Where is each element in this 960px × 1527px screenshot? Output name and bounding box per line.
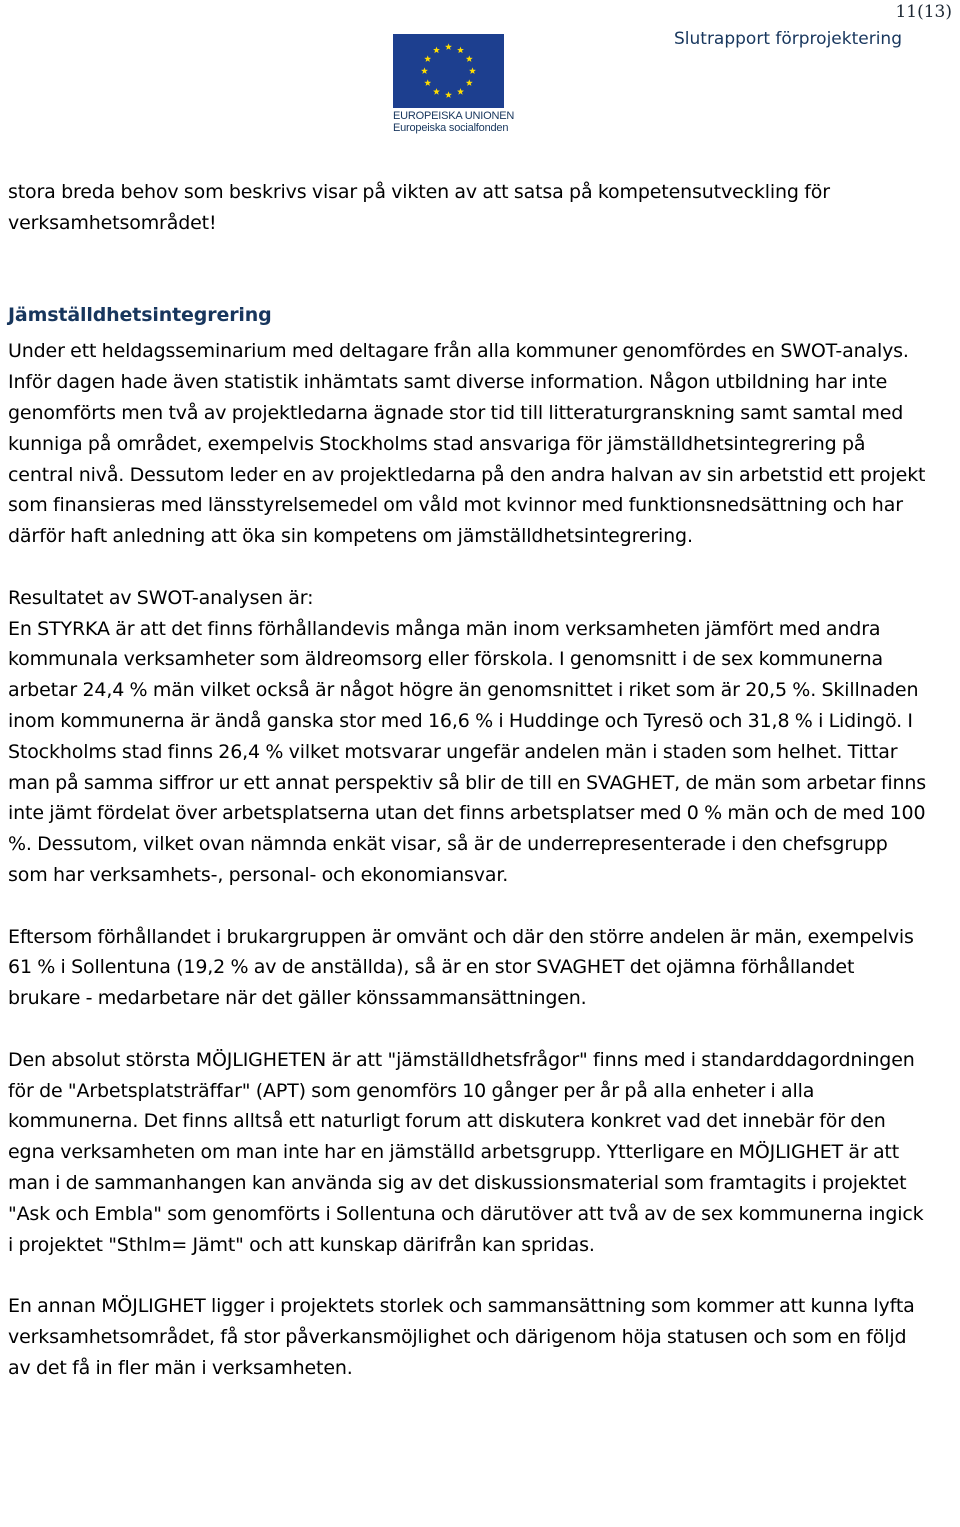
- eu-logo: [393, 34, 515, 134]
- paragraph-weakness: Eftersom förhållandet i brukargruppen är omvänt och där den större andelen är män, exempelvis 61 % i Sollentuna (19,2 % av de anställda), så är en stor SVAGHET det ojämna förhållandet brukare - medarbetare när det gäller könssammansättningen.: [8, 925, 914, 1010]
- paragraph-seminar: Under ett heldagsseminarium med deltagare från alla kommuner genomfördes en SWOT-analys. Inför dagen hade även statistik inhämtats samt diverse information. Någon utbildning har inte genomförts men två av projektledarna ägnade stor tid till litteraturgranskning samt samtal med kunniga på området, exempelvis Stockholms stad ansvariga för jämställdhetsintegrering på central nivå. Dessutom leder en av projektledarna på den andra halvan av sin arbetstid ett projekt som finansieras med länsstyrelsemedel om våld mot kvinnor med funktionsnedsättning och har därför haft anledning att öka sin kompetens om jämställdhetsintegrering.: [8, 340, 926, 548]
- eu-logo-text-line1: EUROPEISKA UNIONEN: [393, 110, 515, 122]
- paragraph-result-heading: Resultatet av SWOT-analysen är:: [8, 586, 314, 609]
- intro-paragraph: stora breda behov som beskrivs visar på vikten av att satsa på kompetensutveckling för verksamhetsområdet!: [8, 181, 830, 234]
- paragraph-opportunity: Den absolut största MÖJLIGHETEN är att "jämställdhetsfrågor" finns med i standarddagordningen för de "Arbetsplatsträffar" (APT) som genomförs 10 gånger per år på alla enheter i alla kommunerna. Det finns alltså ett naturligt forum att diskutera konkret vad det innebär för den egna verksamheten om man inte har en jämställd arbetsgrupp. Ytterligare en MÖJLIGHET är att man i de sammanhangen kan använda sig av det diskussionsmaterial som framtagits i projektet "Ask och Embla" som genomförts i Sollentuna och därutöver att två av de sex kommunerna ingick i projektet "Sthlm= Jämt" och att kunskap därifrån kan spridas.: [8, 1048, 924, 1256]
- report-title: Slutrapport förprojektering: [673, 29, 902, 49]
- document-body: [8, 177, 928, 1383]
- section-heading: Jämställdhetsintegrering: [8, 303, 272, 326]
- eu-logo-text-line2: Europeiska socialfonden: [393, 122, 509, 134]
- paragraph-opportunity-2: En annan MÖJLIGHET ligger i projektets storlek och sammansättning som kommer att kunna lyfta verksamhetsområdet, få stor påverkansmöjlighet och därigenom höja statusen och som en följd av det få in fler män i verksamheten.: [8, 1295, 915, 1379]
- paragraph-strength: En STYRKA är att det finns förhållandevis många män inom verksamheten jämfört med andra kommunala verksamheter som äldreomsorg eller förskola. I genomsnitt i de sex kommunerna arbetar 24,4 % män vilket också är något högre än genomsnittet i riket som är 20,5 %. Skillnaden inom kommunerna är ändå ganska stor med 16,6 % i Huddinge och Tyresö och 31,8 % i Lidingö. I Stockholms stad finns 26,4 % vilket motsvarar ungefär andelen män i staden som helhet. Tittar man på samma siffror ur ett annat perspektiv så blir de till en SVAGHET, de män som arbetar finns inte jämt fördelat över arbetsplatserna utan det finns arbetsplatser med 0 % män och de med 100 %. Dessutom, vilket ovan nämnda enkät visar, så är de underrepresenterade i den chefsgrupp som har verksamhets-, personal- och ekonomiansvar.: [8, 617, 927, 886]
- page-number: 11(13): [895, 2, 952, 22]
- eu-flag-icon: [393, 34, 504, 108]
